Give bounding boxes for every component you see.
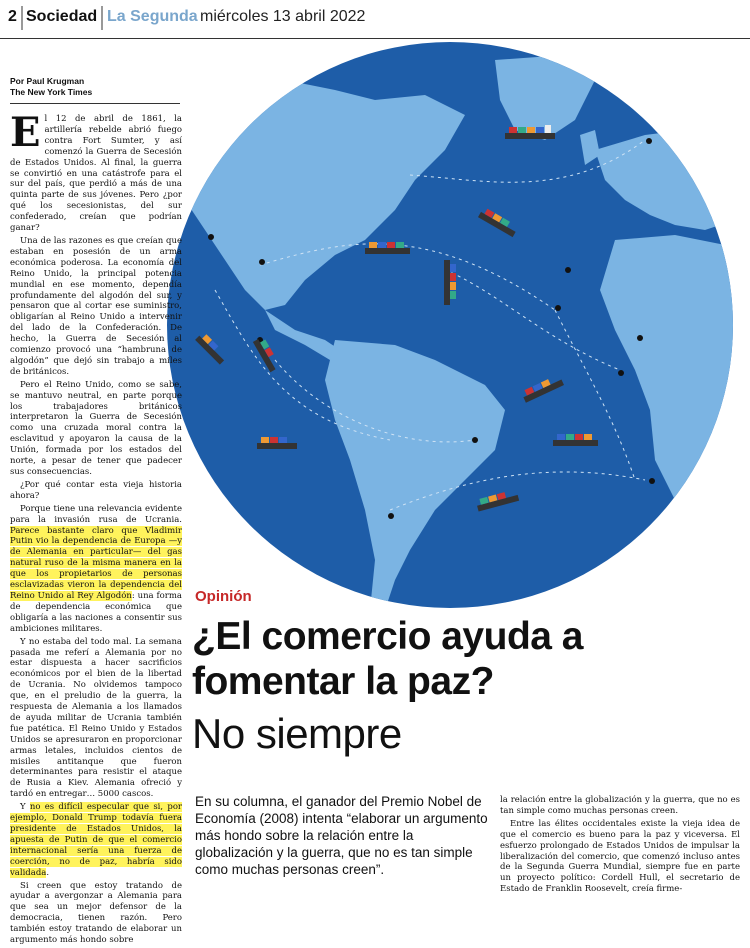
highlighted-text: Parece bastante claro que Vladimir Putin vio la dependencia de Europa —y de Alemania en particular— del gas natural ruso de la misma manera en la que los propietarios de personas esclavizadas vieron la dependencia del Reino Unido al Rey Algodón [10,525,182,601]
paragraph: Y no estaba del todo mal. La semana pasada me referí a Alemania por no estar dispuesta a hacer sacrificios económicos por el bien de la libertad de Ucrania. No olvidemos tampoco que, en el preludio de la guerra, la respuesta de Alemania a los llamados de ayuda militar de Ucrania también fue patética. El Reino Unido y Estados Unidos se apresuraron en proporcionar armas letales, incluidos cientos de misiles antitanque que fueron determinantes para resistir el ataque de Rusia a Kiev. Alemania ofreció y tardó en entregar… 5000 cascos. [10,636,182,800]
paragraph: Pero el Reino Unido, como se sabe, se mantuvo neutral, en parte porque los trabajadores británicos interpretaron la Guerra de Secesión como una cruzada moral contra la esclavitud y apoyaron la causa de la Unión, formada por los estados del norte, a pesar de tener que padecer sus consecuencias. [10,379,182,477]
article-column-left [10,109,182,948]
opinion-label: Opinión [195,588,252,605]
dek: En su columna, el ganador del Premio Nobel de Economía (2008) intenta “elaborar un argumento más hondo sobre la relación entre la globalización y la guerra, que no es tan simple como muchas personas creen”. [195,794,488,877]
highlighted-text: no es difícil especular que si, por ejemplo, Donald Trump todavía fuera presidente de Estados Unidos, la apuesta de Putin de que el comercio internacional sería una fuerza de coerción, no de paz, habría sido validada [10,802,182,878]
byline [10,76,92,98]
publication-date: miércoles 13 abril 2022 [200,8,366,25]
paragraph: Entre las élites occidentales existe la vieja idea de que el comercio es bueno para la paz y viceversa. El esfuerzo prolongado de Estados Unidos de impulsar la liberalización del comercio, que comenzó incluso antes de la Segunda Guerra Mundial, siempre fue en parte un proyecto político: Cordell Hull, el secretario de Estado de Franklin Roosevelt, creía firme- [500,818,740,895]
byline-rule [10,103,180,104]
page-number: 2 [8,8,17,25]
paragraph: Y no es difícil especular que si, por ejemplo, Donald Trump todavía fuera presidente de Estados Unidos, la apuesta de Putin de que el comercio internacional sería una fuerza de coerción, no de paz, habría sido validada. [10,802,182,878]
headline: ¿El comercio ayuda a fomentar la paz? [192,615,583,703]
newspaper-name: La Segunda [107,8,198,25]
article-column-right [500,795,740,897]
subheadline: No siempre [192,710,402,757]
author: Por Paul Krugman [10,76,85,86]
paragraph: Una de las razones es que creían que estaban en posesión de un arma económica poderosa. La economía del Reino Unido, la principal potencia mundial en ese momento, dependía profundamente del algodón del sur, y pensaron que al cortar ese suministro, obligarían al Reino Unido a intervenir del lado de la Confederación. De hecho, la Guerra de Secesión al comienzo provocó una “hambruna de algodón” que dejó sin trabajo a miles de británicos. [10,235,182,377]
globe-illustration [165,40,735,610]
header-divider [21,6,23,30]
header-divider [101,6,103,30]
section-name: Sociedad [26,8,98,25]
paragraph: Si creen que estoy tratando de ayudar a avergonzar a Alemania para que sea un mejor defensor de la democracia, tienen razón. Pero también estoy tratando de elaborar un argumento más hondo sobre [10,880,182,946]
paragraph: Porque tiene una relevancia evidente para la invasión rusa de Ucrania. Parece bastante claro que Vladimir Putin vio la dependencia de Europa —y de Alemania en particular— del gas natural ruso de la misma manera en la que los propietarios de personas esclavizadas vieron la dependencia del Reino Unido al Rey Algodón: una forma de dependencia económica que obligaría a las naciones a consentir sus ambiciones militares. [10,503,182,634]
paragraph: ¿Por qué contar esta vieja historia ahora? [10,479,182,501]
source: The New York Times [10,87,93,97]
drop-cap: E [10,109,41,156]
paragraph: El 12 de abril de 1861, la artillería rebelde abrió fuego contra Fort Sumter, y así comenzó la Guerra de Secesión de Estados Unidos. Al final, la guerra se convirtió en una catástrofe para el sur del país, que perdió a más de una quinta parte de sus jóvenes. Pero ¿por qué los secesionistas, del sur confederado, creían que podrían ganar? [10,109,182,234]
paragraph: la relación entre la globalización y la guerra, que no es tan simple como muchas personas creen. [500,795,740,816]
page-header [0,0,750,39]
